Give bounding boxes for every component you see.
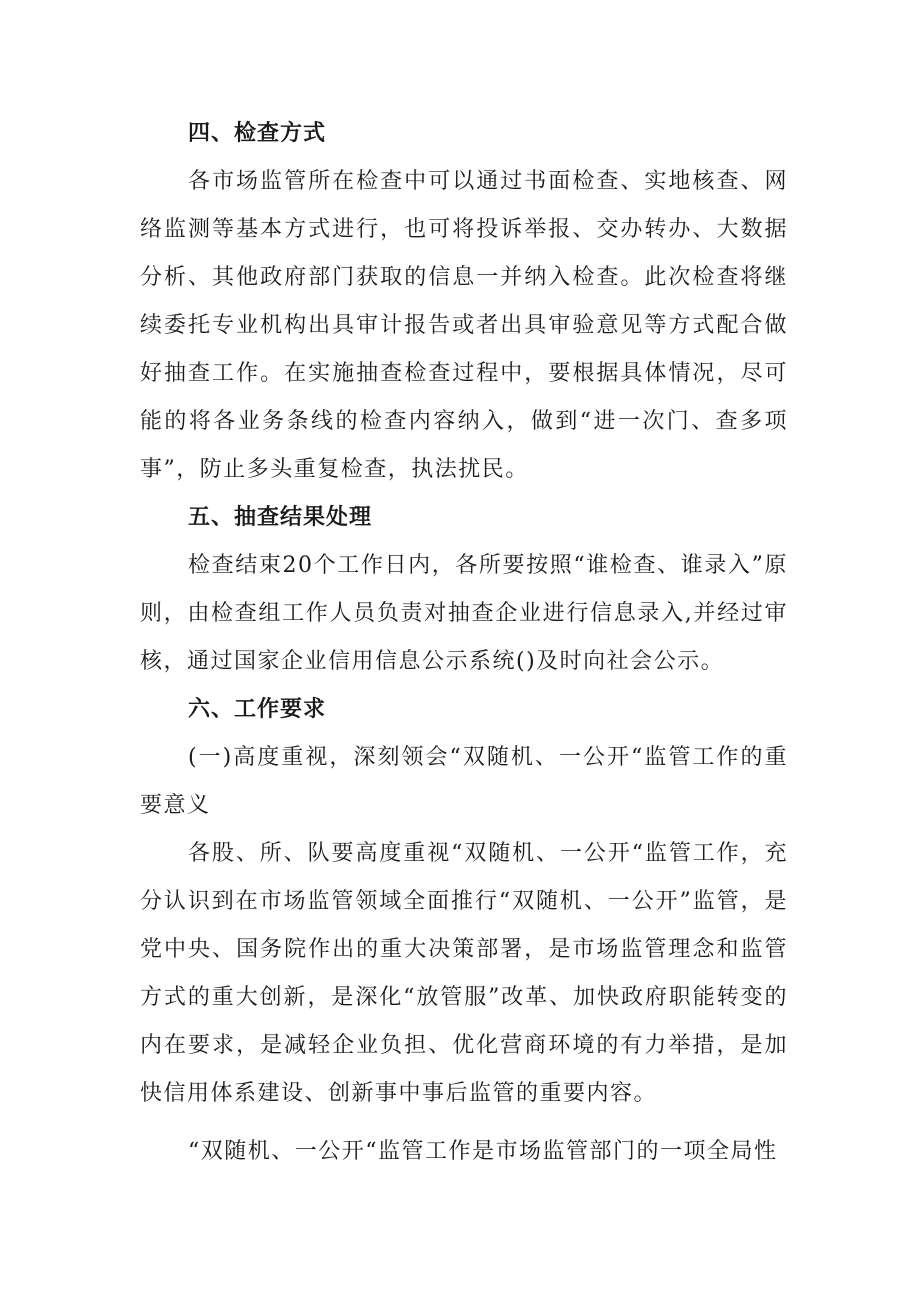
paragraph-inspection-methods: 各市场监管所在检查中可以通过书面检查、实地核查、网络监测等基本方式进行，也可将投诉举报、交办转办、大数据分析、其他政府部门获取的信息一并纳入检查。此次检查将继续委托专业机构出具审计报告或者出具审验意见等方式配合做好抽查工作。在实施抽查检查过程中，要根据具体情况，尽可能的将各业务条线的检查内容纳入，做到“进一次门、查多项事”，防止多头重复检查，执法扰民。	[140, 169, 788, 482]
subheading-importance: (一)高度重视，深刻领会“双随机、一公开“监管工作的重要意义	[140, 745, 788, 818]
paragraph-result-handling: 检查结束20个工作日内，各所要按照“谁检查、谁录入”原则，由检查组工作人员负责对抽查企业进行信息录入,并经过审核，通过国家企业信用信息公示系统()及时向社会公示。	[140, 553, 788, 674]
paragraph-overall-significance: “双随机、一公开“监管工作是市场监管部门的一项全局性	[188, 1139, 778, 1164]
document-body	[140, 110, 788, 1176]
section-heading-inspection-methods: 四、检查方式	[188, 121, 327, 146]
paragraph-importance: 各股、所、队要高度重视“双随机、一公开“监管工作，充分认识到在市场监管领域全面推行“双随机、一公开”监管，是党中央、国务院作出的重大决策部署，是市场监管理念和监管方式的重大创新，是深化“放管服”改革、加快政府职能转变的内在要求，是减轻企业负担、优化营商环境的有力举措，是加快信用体系建设、创新事中事后监管的重要内容。	[140, 841, 788, 1106]
section-heading-result-handling: 五、抽查结果处理	[188, 505, 373, 530]
section-heading-work-requirements: 六、工作要求	[188, 697, 327, 722]
